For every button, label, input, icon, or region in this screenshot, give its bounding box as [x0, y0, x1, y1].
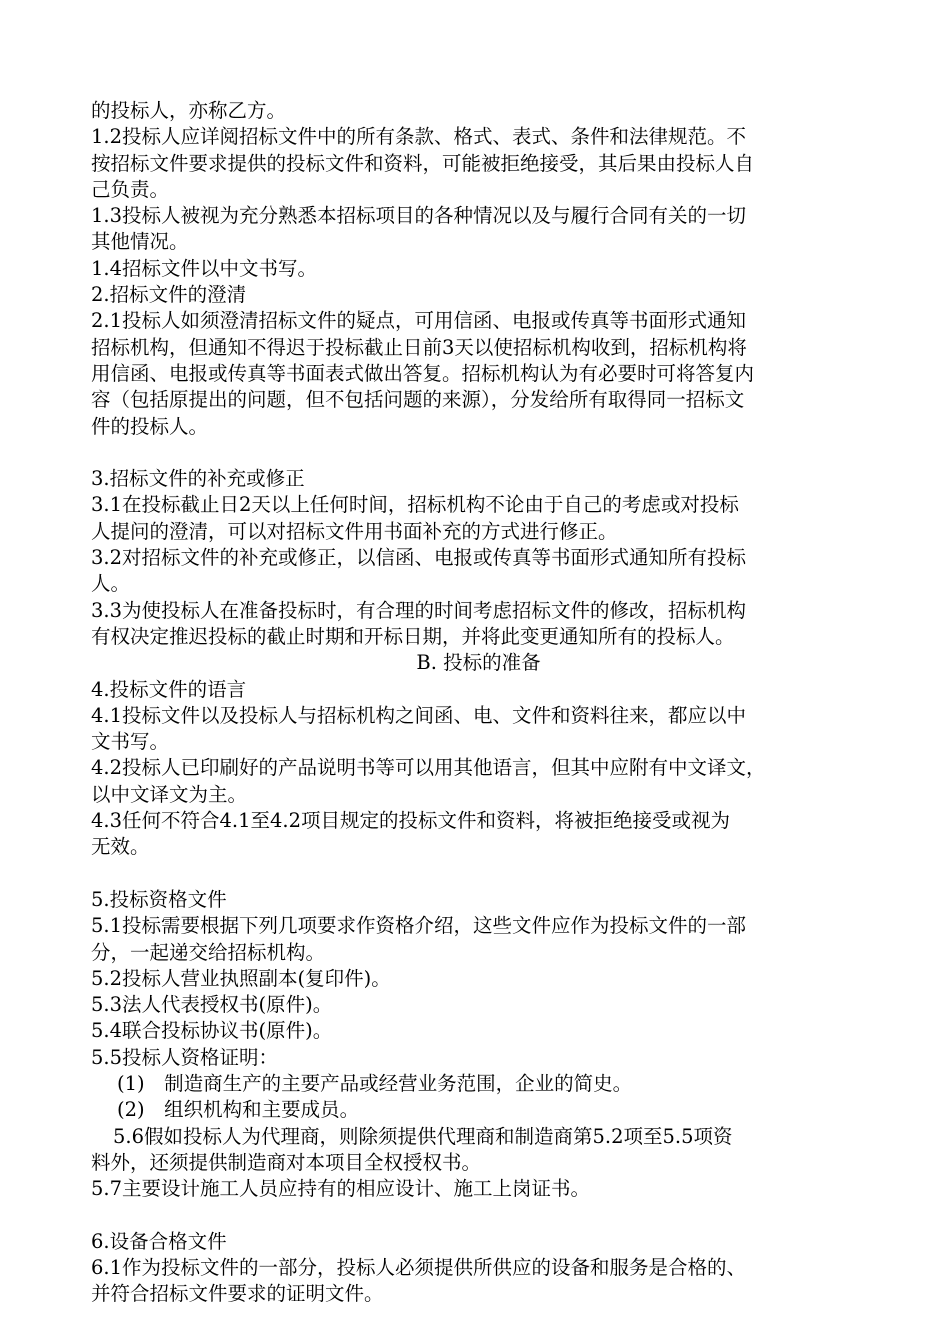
text-line: 招标机构，但通知不得迟于投标截止日前3天以使招标机构收到，招标机构将	[91, 335, 747, 359]
text-line: 按招标文件要求提供的投标文件和资料，可能被拒绝接受，其后果由投标人自	[91, 151, 755, 175]
section-heading: 2.招标文件的澄清	[91, 283, 247, 307]
text-line: 5.4联合投标协议书(原件)。	[91, 1019, 333, 1043]
blank-line	[91, 440, 866, 466]
text-line: 其他情况。	[91, 230, 189, 254]
text-line: 1.4招标文件以中文书写。	[91, 256, 318, 280]
text-line: 1.2投标人应详阅招标文件中的所有条款、格式、表式、条件和法律规范。不	[91, 125, 747, 149]
text-line: 用信函、电报或传真等书面表式做出答复。招标机构认为有必要时可将答复内	[91, 361, 755, 385]
text-line: 5.1投标需要根据下列几项要求作资格介绍，这些文件应作为投标文件的一部	[91, 914, 747, 938]
section-heading: 3.招标文件的补充或修正	[91, 467, 305, 491]
text-line: 的投标人，亦称乙方。	[91, 99, 287, 122]
list-item: (2) 组织机构和主要成员。	[117, 1098, 360, 1122]
section-heading: 6.设备合格文件	[91, 1229, 227, 1253]
text-line: 5.3法人代表授权书(原件)。	[91, 993, 333, 1017]
text-line: 3.2对招标文件的补充或修正，以信函、电报或传真等书面形式通知所有投标	[91, 546, 747, 570]
text-line: 人提问的澄清，可以对招标文件用书面补充的方式进行修正。	[91, 519, 618, 543]
list-item: (1) 制造商生产的主要产品或经营业务范围，企业的简史。	[117, 1071, 633, 1095]
text-line: 3.1在投标截止日2天以上任何时间，招标机构不论由于自己的考虑或对投标	[91, 493, 739, 517]
document-body	[91, 98, 866, 1308]
text-line: 4.3任何不符合4.1至4.2项目规定的投标文件和资料，将被拒绝接受或视为	[91, 809, 731, 833]
text-line: 5.7主要设计施工人员应持有的相应设计、施工上岗证书。	[91, 1177, 591, 1201]
text-line: 1.3投标人被视为充分熟悉本招标项目的各种情况以及与履行合同有关的一切	[91, 204, 747, 228]
text-line: 料外，还须提供制造商对本项目全权授权书。	[91, 1150, 482, 1174]
text-line: 无效。	[91, 835, 150, 859]
text-line: 6.1作为投标文件的一部分，投标人必须提供所供应的设备和服务是合格的、	[91, 1256, 747, 1280]
text-line: 5.5投标人资格证明：	[91, 1045, 279, 1069]
text-line: 分，一起递交给招标机构。	[91, 940, 326, 964]
text-line: 4.1投标文件以及投标人与招标机构之间函、电、文件和资料往来，都应以中	[91, 703, 747, 727]
text-line: 2.1投标人如须澄清招标文件的疑点，可用信函、电报或传真等书面形式通知	[91, 309, 747, 333]
text-line: 4.2投标人已印刷好的产品说明书等可以用其他语言，但其中应附有中文译文，	[91, 756, 766, 780]
section-heading: 5.投标资格文件	[91, 887, 227, 911]
text-line: 3.3为使投标人在准备投标时，有合理的时间考虑招标文件的修改，招标机构	[91, 598, 747, 622]
text-line: 有权决定推迟投标的截止时期和开标日期，并将此变更通知所有的投标人。	[91, 624, 735, 648]
section-heading: 4.投标文件的语言	[91, 677, 247, 701]
text-line: 5.2投标人营业执照副本(复印件)。	[91, 966, 391, 990]
text-line: 己负责。	[91, 177, 170, 201]
blank-line	[91, 1202, 866, 1228]
text-line: 人。	[91, 572, 131, 596]
part-heading: B. 投标的准备	[416, 651, 541, 675]
text-line: 以中文译文为主。	[91, 782, 248, 806]
text-line: 5.6假如投标人为代理商，则除须提供代理商和制造商第5.2项至5.5项资	[113, 1124, 733, 1148]
text-line: 并符合招标文件要求的证明文件。	[91, 1282, 384, 1306]
text-line: 文书写。	[91, 730, 170, 754]
text-line: 容（包括原提出的问题，但不包括问题的来源），分发给所有取得同一招标文	[91, 388, 745, 412]
text-line: 件的投标人。	[91, 414, 209, 438]
blank-line	[91, 861, 866, 887]
